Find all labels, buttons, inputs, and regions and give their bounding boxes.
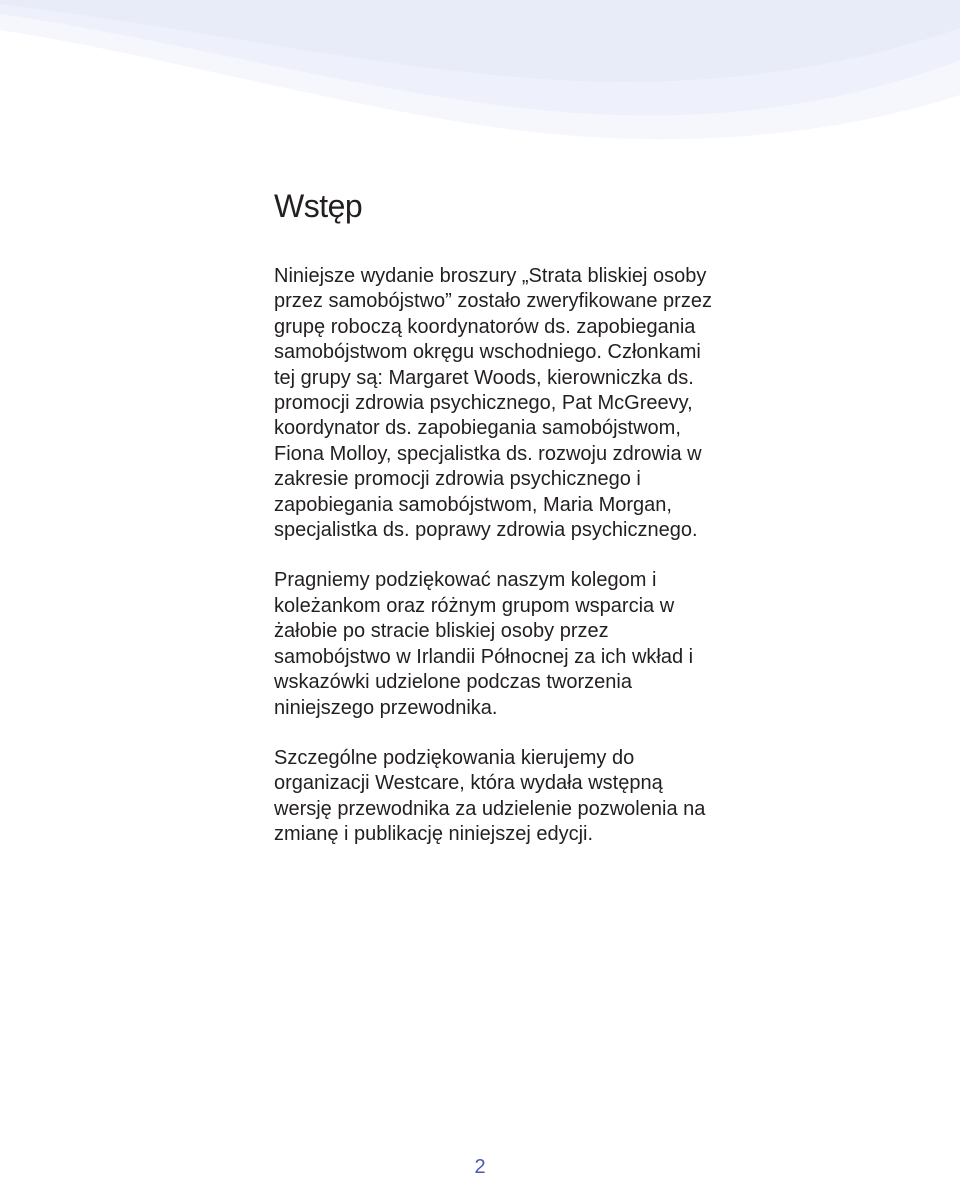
paragraph-special-thanks: Szczególne podziękowania kierujemy do organizacji Westcare, która wydała wstępną wersję przewodnika za udzielenie pozwolenia na zmianę i publikację niniejszej edycji. <box>274 746 706 846</box>
document-body <box>274 186 714 873</box>
paragraph-intro: Niniejsze wydanie broszury „Strata bliskiej osoby przez samobójstwo” zostało zweryfikowane przez grupę roboczą koordynatorów ds. zapobiegania samobójstwom okręgu wschodniego. Członkami tej grupy są: Margaret Woods, kierowniczka ds. promocji zdrowia psychicznego, Pat McGreevy, koordynator ds. zapobiegania samobójstwom, Fiona Molloy, specjalistka ds. rozwoju zdrowia w zakresie promocji zdrowia psychicznego i zapobiegania samobójstwom, Maria Morgan, specjalistka ds. poprawy zdrowia psychicznego. <box>274 265 712 542</box>
page-number: 2 <box>474 1156 486 1178</box>
paragraph-thanks: Pragniemy podziękować naszym kolegom i koleżankom oraz różnym grupom wsparcia w żałobie po stracie bliskiej osoby przez samobójstwo w Irlandii Północnej za ich wkład i wskazówki udzielone podczas tworzenia niniejszego przewodnika. <box>274 569 694 719</box>
page-title: Wstęp <box>274 188 363 224</box>
decorative-wave <box>0 0 960 150</box>
